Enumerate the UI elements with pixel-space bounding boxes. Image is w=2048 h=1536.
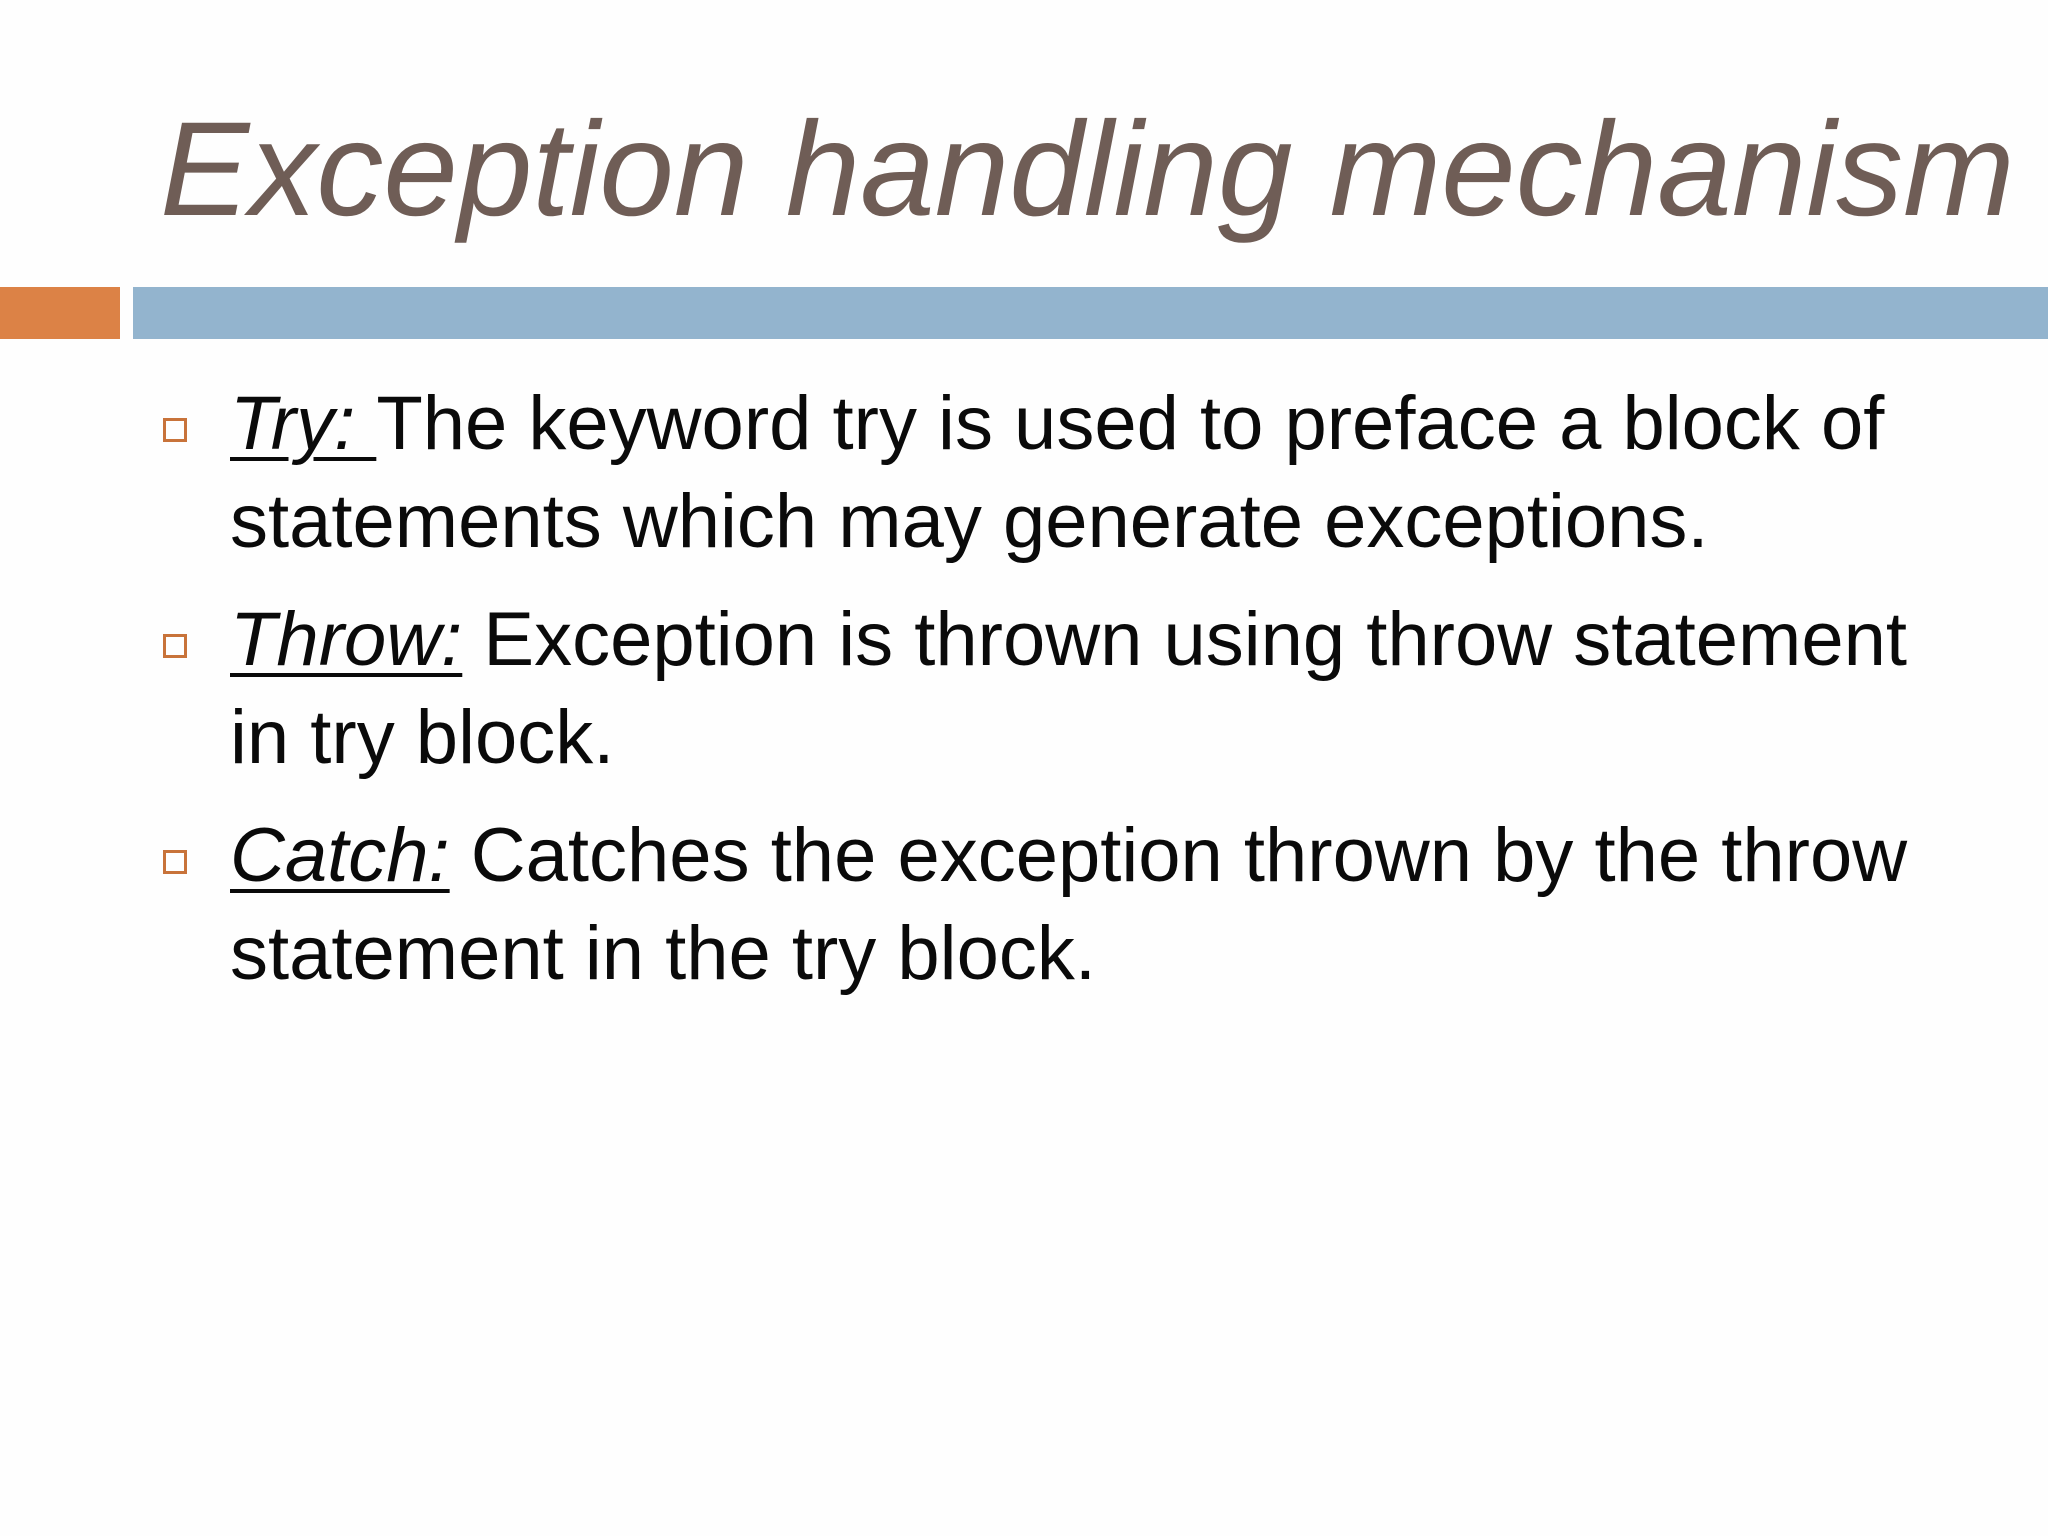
hollow-square-icon [163, 634, 187, 658]
bullet-text: The keyword try is used to preface a block of statements which may generate exceptions. [230, 381, 1885, 564]
bullet-term: Throw: [230, 597, 463, 682]
hollow-square-icon [163, 418, 187, 442]
accent-bar-blue [133, 287, 2048, 339]
bullet-term: Catch: [230, 813, 450, 898]
slide-title: Exception handling mechanism [160, 95, 2015, 244]
accent-bar-orange [0, 287, 120, 339]
bullet-item-try [160, 375, 1960, 571]
bullet-text: Catches the exception thrown by the throw statement in the try block. [230, 813, 1908, 996]
bullet-item-throw [160, 591, 1960, 787]
hollow-square-icon [163, 850, 187, 874]
bullet-list [160, 375, 1960, 1023]
bullet-term: Try: [230, 381, 377, 466]
bullet-text: Exception is thrown using throw statement in try block. [230, 597, 1907, 780]
bullet-item-catch [160, 807, 1960, 1003]
